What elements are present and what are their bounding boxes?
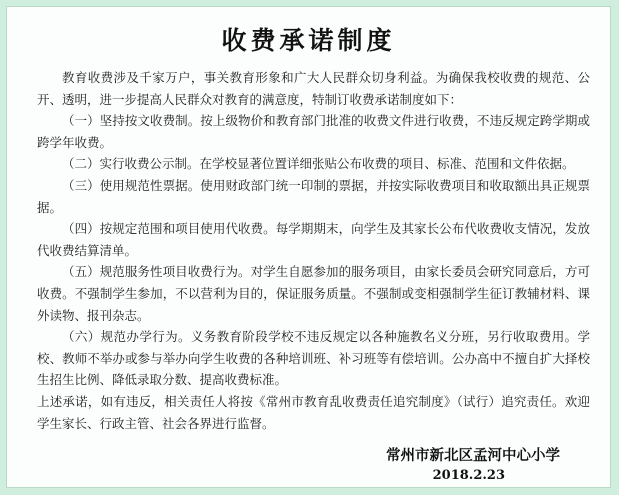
rule-item-4: （四）按规定范围和项目使用代收费。每学期期末，向学生及其家长公布代收费收支情况，发放代收费结算清单。 <box>37 221 590 258</box>
signature-school: 常州市新北区孟河中心小学 <box>386 448 560 464</box>
closing-paragraph: 上述承诺，如有违反，相关责任人将按《常州市教育乱收费责任追究制度》（试行）追究责任。欢迎学生家长、行政主管、社会各界进行监督。 <box>37 393 590 431</box>
intro-paragraph: 教育收费涉及千家万户，事关教育形象和广大人民群众切身利益。为确保我校收费的规范、公开、透明，进一步提高人民群众对教育的满意度，特制订收费承诺制度如下： <box>37 70 590 107</box>
document-title: 收费承诺制度 <box>221 26 396 55</box>
rule-item-3: （三）使用规范性票据。使用财政部门统一印制的票据，并按实际收费项目和收取额出具正规票据。 <box>37 177 590 215</box>
rule-item-2: （二）实行收费公示制。在学校显著位置详细张贴公布收费的项目、标准、范围和文件依据。 <box>62 156 575 172</box>
rule-item-6: （六）规范办学行为。义务教育阶段学校不违反规定以各种施教名义分班，另行收取费用。学校、教师不举办或参与举办向学生收费的各种培训班、补习班等有偿培训。公办高中不擅自扩大择校生招生比例、降低录取分数、提高收费标准。 <box>37 329 590 388</box>
signature-date: 2018.2.23 <box>432 468 505 483</box>
document-body <box>37 67 590 434</box>
rule-item-1: （一）坚持按文收费制。按上级物价和教育部门批准的收费文件进行收费，不违反规定跨学期或跨学年收费。 <box>37 113 590 150</box>
rule-item-5: （五）规范服务性项目收费行为。对学生自愿参加的服务项目，由家长委员会研究同意后，方可收费。不强制学生参加，不以营利为目的，保证服务质量。不强制或变相强制学生征订教辅材料、课外读物、报刊杂志。 <box>37 264 590 323</box>
notice-sheet <box>6 6 611 488</box>
